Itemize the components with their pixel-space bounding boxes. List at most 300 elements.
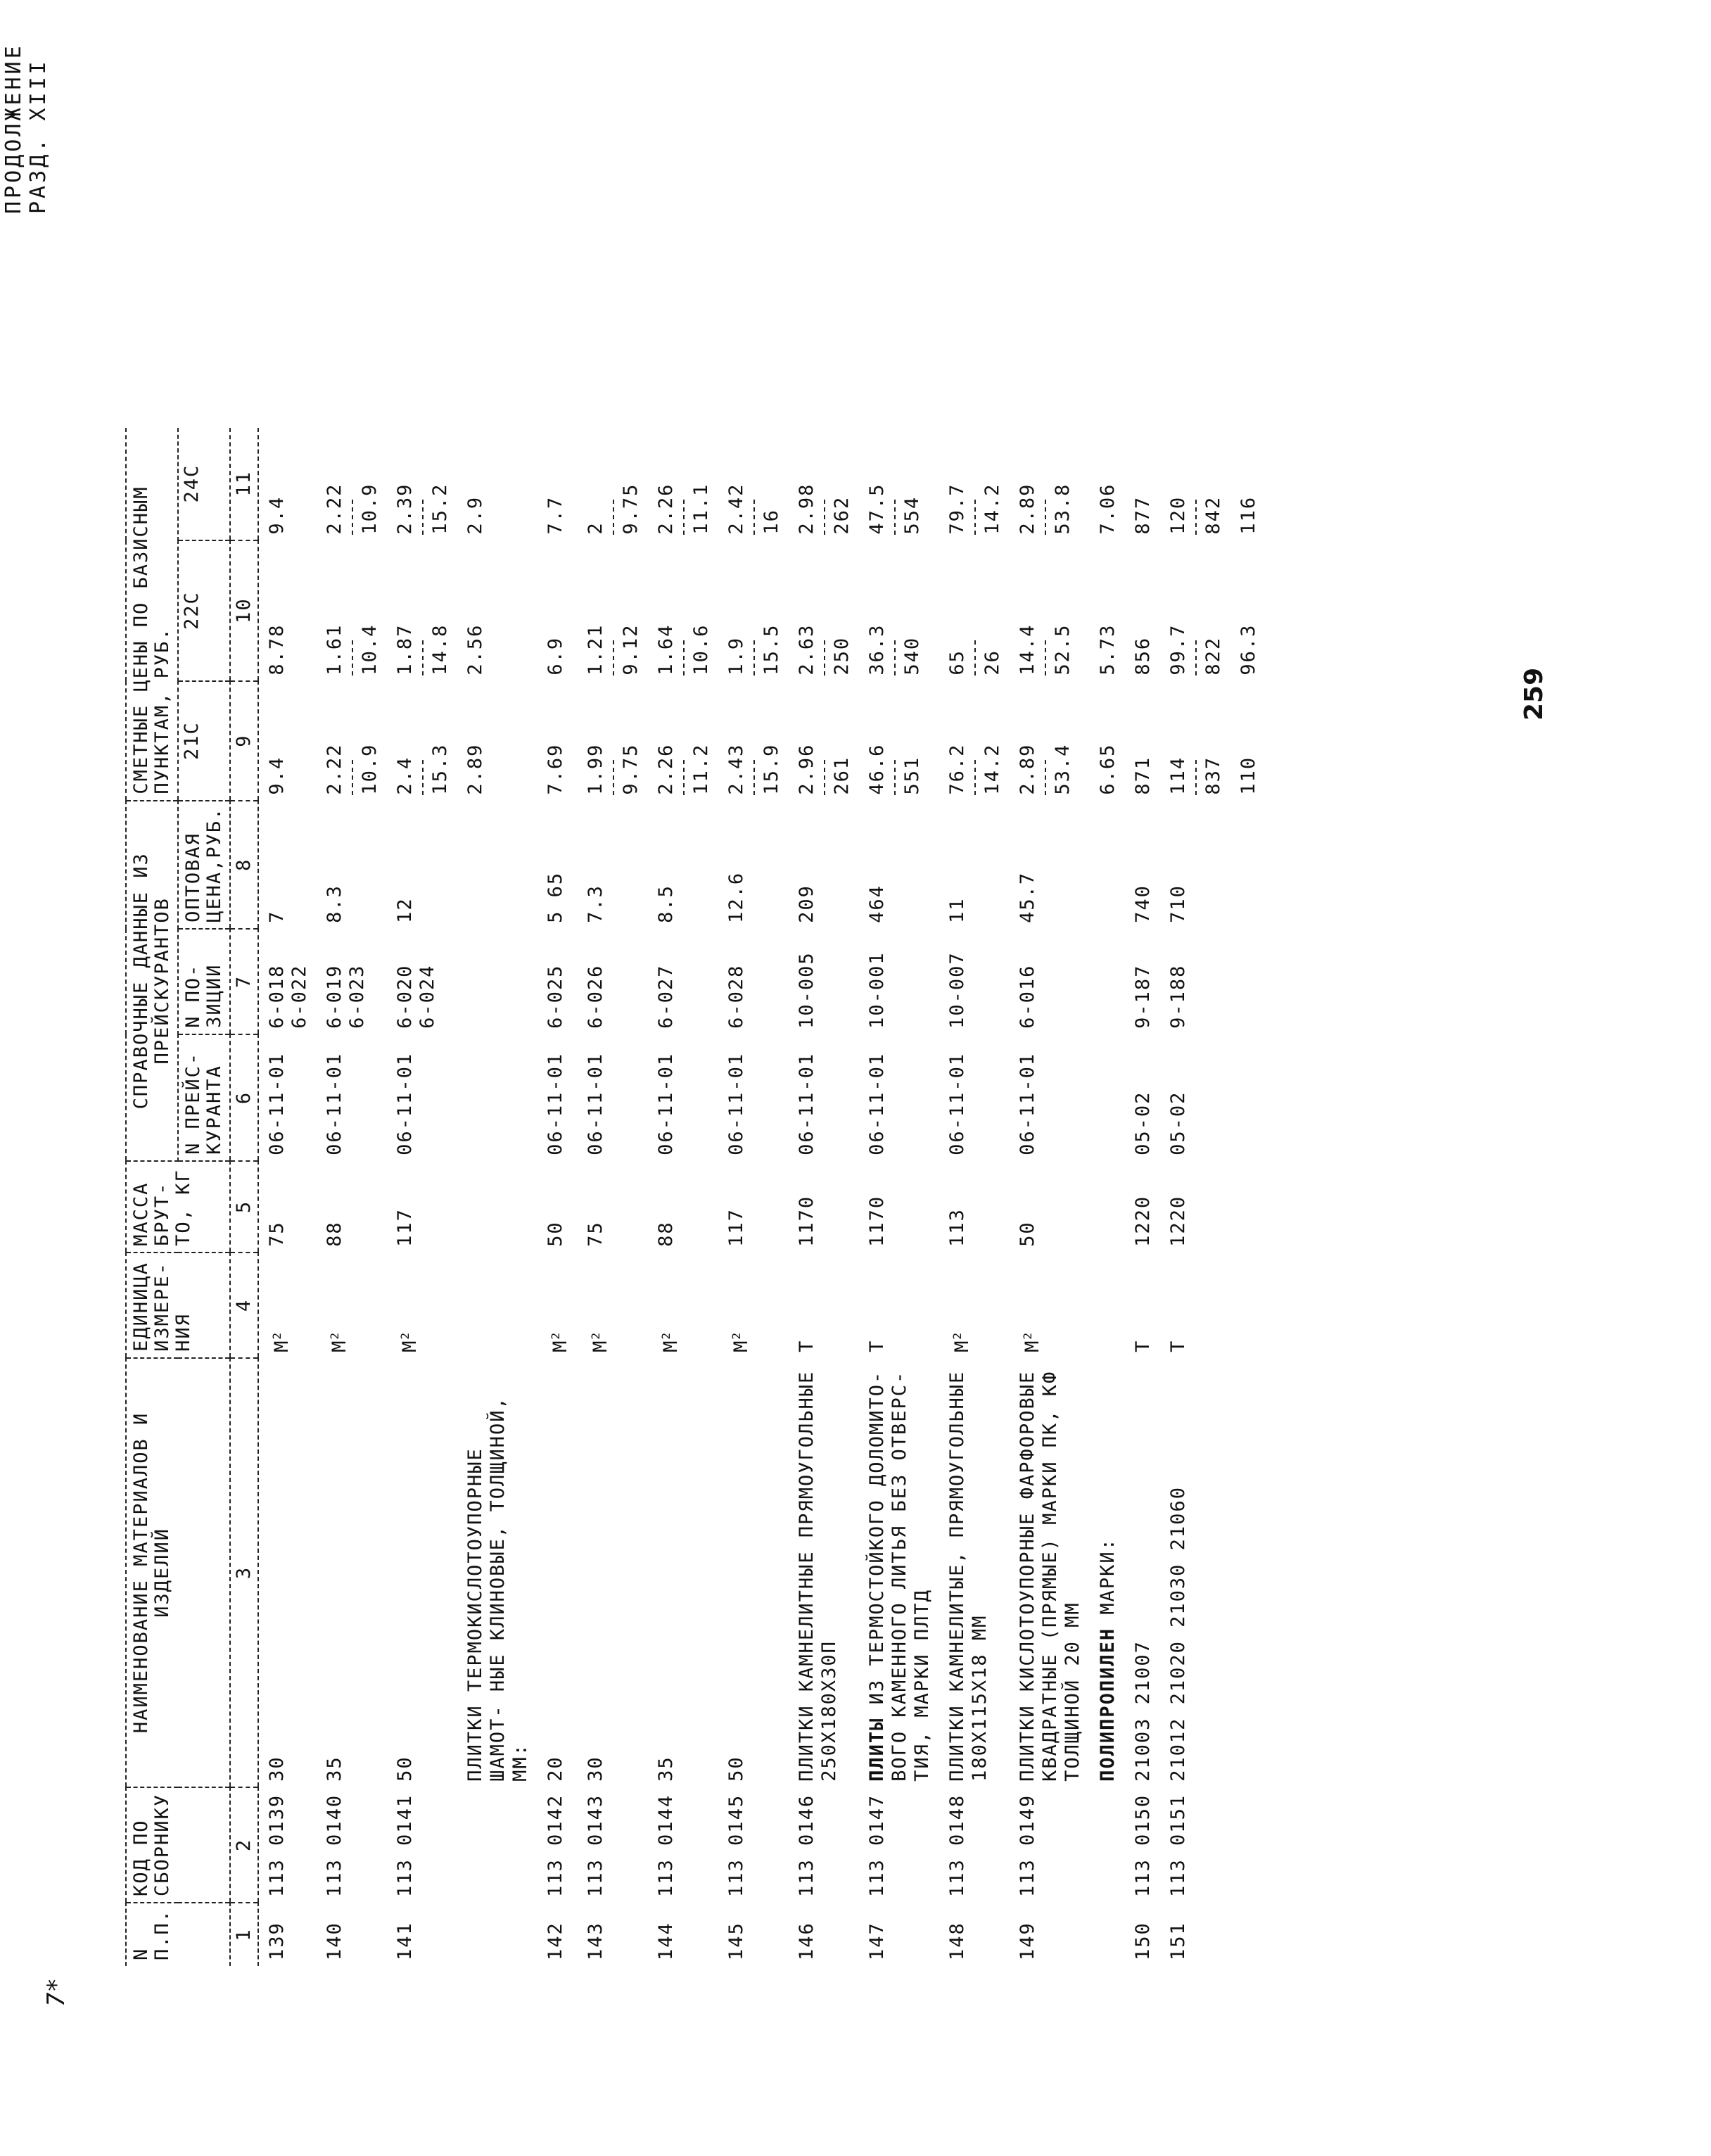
table-row <box>258 428 317 1966</box>
price-value: 262 <box>831 495 853 535</box>
row-mass: 1220 <box>1167 1195 1189 1247</box>
row-unit: $М^2$ <box>659 1331 682 1352</box>
row-estimate-price-24c <box>789 428 859 540</box>
col-num-6: 6 <box>230 1034 258 1161</box>
price-value: 1.21 <box>585 623 606 676</box>
row-wholesale-price: 209 <box>796 884 818 923</box>
row-position: 6-028 <box>725 964 747 1029</box>
price-value: 1.64 <box>655 623 677 676</box>
col-num-3: 3 <box>230 1358 258 1787</box>
row-price-list <box>1230 1034 1266 1161</box>
row-position <box>1230 929 1266 1034</box>
row-wholesale-price <box>1230 801 1266 929</box>
table-row <box>1125 428 1160 1966</box>
col-num-9: 9 <box>230 681 258 801</box>
price-value: 26 <box>981 649 1003 676</box>
price-value: 11.2 <box>690 743 712 795</box>
row-name: 50 <box>725 1756 747 1782</box>
row-unit: Т <box>1132 1339 1154 1352</box>
row-estimate-price-21c <box>939 681 1010 801</box>
row-mass: 117 <box>725 1208 747 1247</box>
row-wholesale-price: 45.7 <box>1017 871 1038 923</box>
row-position: 10-005 <box>796 951 818 1029</box>
row-price-list: 06-11-01 <box>545 1052 566 1155</box>
row-price-list: 06-11-01 <box>725 1052 747 1155</box>
price-value: 7.69 <box>545 743 566 795</box>
row-number: 146 <box>796 1922 818 1960</box>
col-num-2: 2 <box>230 1787 258 1903</box>
price-value: 15.2 <box>429 483 451 535</box>
price-value: 114 <box>1167 756 1189 795</box>
price-value: 10.4 <box>359 623 381 676</box>
price-value: 822 <box>1202 636 1224 676</box>
price-value: 261 <box>831 756 853 795</box>
row-estimate-price-24c <box>1160 428 1230 540</box>
price-value: 110 <box>1238 756 1259 795</box>
row-estimate-price-22c <box>387 540 457 681</box>
price-value: 8.78 <box>266 623 288 676</box>
price-value: 9.12 <box>620 623 642 676</box>
corner-mark: 7* <box>42 1978 70 2007</box>
row-estimate-price-24c <box>718 428 789 540</box>
price-value: 2.89 <box>1017 743 1038 795</box>
col-3-header: НАИМЕНОВАНИЕ МАТЕРИАЛОВ И ИЗДЕЛИЙ <box>126 1358 230 1787</box>
row-name: ПЛИТКИ КАМНЕЛИТЫЕ, ПРЯМОУГОЛЬНЫЕ 180X115X18 ММ <box>946 1370 991 1782</box>
page-number: 259 <box>1520 667 1548 721</box>
row-estimate-price-21c <box>1125 681 1160 801</box>
row-price-list: 05-02 <box>1132 1091 1154 1155</box>
row-estimate-price-21c <box>1160 681 1230 801</box>
row-estimate-price-21c <box>538 681 578 801</box>
row-price-list: 06-11-01 <box>394 1052 416 1155</box>
price-value: 6.65 <box>1097 743 1119 795</box>
row-wholesale-price <box>1090 801 1125 929</box>
row-unit: $М^2$ <box>730 1331 752 1352</box>
row-estimate-price-22c <box>538 540 578 681</box>
price-value: 540 <box>901 636 923 676</box>
price-value: 2.63 <box>796 623 818 676</box>
row-position: 6-027 <box>655 964 677 1029</box>
row-name: 21012 21020 21030 21060 <box>1167 1486 1189 1782</box>
price-value: 120 <box>1167 495 1189 535</box>
price-value: 1.9 <box>725 636 747 676</box>
price-value: 1.87 <box>394 623 416 676</box>
row-price-list: 06-11-01 <box>585 1052 606 1155</box>
row-wholesale-price: 12.6 <box>725 871 747 923</box>
row-name: 30 <box>585 1756 606 1782</box>
table-row <box>1090 428 1125 1966</box>
row-wholesale-price: 710 <box>1167 884 1189 923</box>
row-price-list <box>1090 1034 1125 1161</box>
price-value: 2.22 <box>324 743 345 795</box>
row-mass <box>1230 1161 1266 1253</box>
row-wholesale-price: 11 <box>946 897 968 923</box>
row-code: 113 0139 <box>266 1794 288 1897</box>
price-value: 2.98 <box>796 483 818 535</box>
price-value: 99.7 <box>1167 623 1189 676</box>
price-value: 7.06 <box>1097 483 1119 535</box>
price-value: 52.5 <box>1052 623 1074 676</box>
row-estimate-price-24c <box>387 428 457 540</box>
row-unit: $М^2$ <box>398 1331 421 1352</box>
price-value: 2.39 <box>394 483 416 535</box>
row-mass: 88 <box>324 1221 345 1247</box>
row-estimate-price-22c <box>789 540 859 681</box>
price-table <box>125 428 1266 1966</box>
row-code: 113 0142 <box>545 1794 566 1897</box>
row-unit: Т <box>866 1339 888 1352</box>
col-9-header: 21С <box>178 681 230 801</box>
row-estimate-price-22c <box>1010 540 1090 681</box>
col-num-8: 8 <box>230 801 258 929</box>
row-wholesale-price: 8.5 <box>655 884 677 923</box>
row-number <box>457 1903 538 1966</box>
row-estimate-price-24c <box>1010 428 1090 540</box>
row-estimate-price-22c <box>859 540 939 681</box>
row-estimate-price-21c <box>387 681 457 801</box>
row-code: 113 0150 <box>1132 1794 1154 1897</box>
row-unit: $М^2$ <box>549 1331 571 1352</box>
row-estimate-price-24c <box>538 428 578 540</box>
row-number: 145 <box>725 1922 747 1960</box>
row-estimate-price-21c <box>1010 681 1090 801</box>
price-value: 6.9 <box>545 636 566 676</box>
row-code: 113 0151 <box>1167 1794 1189 1897</box>
row-code: 113 0149 <box>1017 1794 1038 1897</box>
price-value: 856 <box>1132 636 1154 676</box>
price-value: 9.4 <box>266 495 288 535</box>
table-row <box>387 428 457 1966</box>
price-value: 2.4 <box>394 756 416 795</box>
price-value: 14.2 <box>981 743 1003 795</box>
price-value: 2.89 <box>1017 483 1038 535</box>
row-position: 6-018 6-022 <box>266 964 310 1029</box>
row-estimate-price-21c <box>578 681 648 801</box>
row-estimate-price-22c <box>718 540 789 681</box>
row-estimate-price-22c <box>578 540 648 681</box>
row-estimate-price-21c <box>859 681 939 801</box>
price-value: 47.5 <box>866 483 888 535</box>
row-unit: Т <box>796 1339 818 1352</box>
row-wholesale-price: 7 <box>266 910 288 923</box>
row-name: 30 <box>266 1756 288 1782</box>
row-unit: $М^2$ <box>1021 1331 1043 1352</box>
table-row <box>1160 428 1230 1966</box>
row-mass: 50 <box>1017 1221 1038 1247</box>
price-value: 2.43 <box>725 743 747 795</box>
ref-group-header: СПРАВОЧНЫЕ ДАННЫЕ ИЗ ПРЕЙСКУРАНТОВ <box>126 801 178 1161</box>
col-num-11: 11 <box>230 428 258 540</box>
row-estimate-price-24c <box>939 428 1010 540</box>
row-estimate-price-22c <box>457 540 538 681</box>
row-code: 113 0143 <box>585 1794 606 1897</box>
price-value: 53.4 <box>1052 743 1074 795</box>
row-unit <box>1230 1253 1266 1358</box>
price-value: 842 <box>1202 495 1224 535</box>
row-code <box>1090 1787 1125 1903</box>
table-row <box>1010 428 1090 1966</box>
price-value: 5.73 <box>1097 623 1119 676</box>
table-row <box>538 428 578 1966</box>
row-mass: 1170 <box>866 1195 888 1247</box>
row-wholesale-price: 5 65 <box>545 871 566 923</box>
col-5-header: МАССА БРУТ- ТО, КГ <box>126 1161 230 1253</box>
row-number: 151 <box>1167 1922 1189 1960</box>
row-estimate-price-22c <box>1125 540 1160 681</box>
price-value: 2.26 <box>655 743 677 795</box>
row-number: 140 <box>324 1922 345 1960</box>
row-position: 6-026 <box>585 964 606 1029</box>
price-value: 15.9 <box>761 743 782 795</box>
row-estimate-price-22c <box>648 540 718 681</box>
row-estimate-price-22c <box>258 540 317 681</box>
row-name: ПОЛИПРОПИЛЕН МАРКИ: <box>1097 1537 1119 1782</box>
row-mass <box>457 1161 538 1253</box>
price-value: 1.99 <box>585 743 606 795</box>
row-estimate-price-21c <box>317 681 387 801</box>
row-mass: 50 <box>545 1221 566 1247</box>
row-number: 149 <box>1017 1922 1038 1960</box>
row-number: 142 <box>545 1922 566 1960</box>
price-value: 76.2 <box>946 743 968 795</box>
row-number <box>1090 1903 1125 1966</box>
price-value: 116 <box>1238 495 1259 535</box>
price-value: 14.2 <box>981 483 1003 535</box>
row-estimate-price-21c <box>1090 681 1125 801</box>
row-estimate-price-24c <box>648 428 718 540</box>
row-wholesale-price <box>457 801 538 929</box>
row-position: 10-007 <box>946 951 968 1029</box>
row-estimate-price-24c <box>1125 428 1160 540</box>
row-number: 141 <box>394 1922 416 1960</box>
row-name: ПЛИТЫ ИЗ ТЕРМОСТОЙКОГО ДОЛОМИТО- ВОГО КАМЕННОГО ЛИТЬЯ БЕЗ ОТВЕРС- ТИЯ, МАРКИ ПЛТД <box>866 1370 933 1782</box>
row-code: 113 0148 <box>946 1794 968 1897</box>
price-value: 837 <box>1202 756 1224 795</box>
price-value: 250 <box>831 636 853 676</box>
continuation-header: ПРОДОЛЖЕНИЕ РАЗД. XIII <box>1 43 51 214</box>
table-row <box>859 428 939 1966</box>
price-value: 2 <box>585 521 606 535</box>
row-estimate-price-21c <box>789 681 859 801</box>
col-4-header: ЕДИНИЦА ИЗМЕРЕ- НИЯ <box>126 1253 230 1358</box>
price-value: 79.7 <box>946 483 968 535</box>
row-estimate-price-21c <box>1230 681 1266 801</box>
price-value: 9.4 <box>266 756 288 795</box>
row-name: ПЛИТКИ КИСЛОТОУПОРНЫЕ ФАРФОРОВЫЕ КВАДРАТНЫЕ (ПРЯМЫЕ) МАРКИ ПК, КФ ТОЛЩИНОЙ 20 ММ <box>1017 1370 1083 1782</box>
price-value: 53.8 <box>1052 483 1074 535</box>
price-value: 1.61 <box>324 623 345 676</box>
row-number: 150 <box>1132 1922 1154 1960</box>
row-position: 6-025 <box>545 964 566 1029</box>
price-value: 65 <box>946 649 968 676</box>
row-position: 6-020 6-024 <box>394 964 438 1029</box>
row-name: 50 <box>394 1756 416 1782</box>
row-estimate-price-24c <box>317 428 387 540</box>
price-value: 2.42 <box>725 483 747 535</box>
row-wholesale-price: 7.3 <box>585 884 606 923</box>
row-unit <box>457 1253 538 1358</box>
row-name: 35 <box>655 1756 677 1782</box>
row-estimate-price-24c <box>578 428 648 540</box>
row-price-list: 06-11-01 <box>946 1052 968 1155</box>
row-number: 144 <box>655 1922 677 1960</box>
price-value: 16 <box>761 509 782 535</box>
col-2-header: КОД ПО СБОРНИКУ <box>126 1787 230 1903</box>
col-10-header: 22С <box>178 540 230 681</box>
row-code: 113 0141 <box>394 1794 416 1897</box>
price-value: 11.1 <box>690 483 712 535</box>
price-value: 9.75 <box>620 743 642 795</box>
row-mass: 75 <box>266 1221 288 1247</box>
table-row <box>648 428 718 1966</box>
price-value: 10.9 <box>359 743 381 795</box>
row-code: 113 0147 <box>866 1794 888 1897</box>
row-position: 9-188 <box>1167 964 1189 1029</box>
col-11-header: 24С <box>178 428 230 540</box>
price-value: 2.56 <box>464 623 486 676</box>
row-code: 113 0146 <box>796 1794 818 1897</box>
row-unit: $М^2$ <box>328 1331 350 1352</box>
row-estimate-price-21c <box>648 681 718 801</box>
col-6-header: N ПРЕЙС- КУРАНТА <box>178 1034 230 1161</box>
price-value: 96.3 <box>1238 623 1259 676</box>
row-estimate-price-24c <box>1230 428 1266 540</box>
row-code <box>457 1787 538 1903</box>
row-wholesale-price: 464 <box>866 884 888 923</box>
row-estimate-price-21c <box>718 681 789 801</box>
price-value: 877 <box>1132 495 1154 535</box>
row-number: 143 <box>585 1922 606 1960</box>
table-row <box>578 428 648 1966</box>
row-name: ПЛИТКИ КАМНЕЛИТНЫЕ ПРЯМОУГОЛЬНЫЕ 250X180X30П <box>796 1370 840 1782</box>
row-mass: 1220 <box>1132 1195 1154 1247</box>
row-estimate-price-22c <box>1160 540 1230 681</box>
row-estimate-price-24c <box>1090 428 1125 540</box>
col-1-header: N П.П. <box>126 1903 230 1966</box>
col-num-1: 1 <box>230 1903 258 1966</box>
table-row <box>317 428 387 1966</box>
row-mass: 75 <box>585 1221 606 1247</box>
row-name: 35 <box>324 1756 345 1782</box>
row-price-list: 06-11-01 <box>266 1052 288 1155</box>
row-unit: Т <box>1167 1339 1189 1352</box>
col-num-4: 4 <box>230 1253 258 1358</box>
row-unit: $М^2$ <box>950 1331 973 1352</box>
row-name <box>1230 1358 1266 1787</box>
row-number: 147 <box>866 1922 888 1960</box>
table-header <box>126 428 258 1966</box>
price-value: 15.5 <box>761 623 782 676</box>
price-value: 2.22 <box>324 483 345 535</box>
col-7-header: N ПО- ЗИЦИИ <box>178 929 230 1034</box>
row-position: 10-001 <box>866 951 888 1029</box>
row-wholesale-price: 12 <box>394 897 416 923</box>
row-mass: 1170 <box>796 1195 818 1247</box>
price-value: 10.9 <box>359 483 381 535</box>
price-value: 2.89 <box>464 743 486 795</box>
row-code: 113 0144 <box>655 1794 677 1897</box>
row-price-list: 06-11-01 <box>796 1052 818 1155</box>
row-code <box>1230 1787 1266 1903</box>
table-body <box>258 428 1266 1966</box>
price-value: 2.96 <box>796 743 818 795</box>
row-unit: $М^2$ <box>589 1331 611 1352</box>
table-row <box>457 428 538 1966</box>
row-estimate-price-22c <box>1090 540 1125 681</box>
row-price-list: 05-02 <box>1167 1091 1189 1155</box>
row-price-list: 06-11-01 <box>1017 1052 1038 1155</box>
row-number <box>1230 1903 1266 1966</box>
table-row <box>939 428 1010 1966</box>
table-row <box>718 428 789 1966</box>
price-group-header: СМЕТНЫЕ ЦЕНЫ ПО БАЗИСНЫМ ПУНКТАМ, РУБ. <box>126 428 178 801</box>
row-unit: $М^2$ <box>270 1331 293 1352</box>
price-value: 7.7 <box>545 495 566 535</box>
row-wholesale-price: 8.3 <box>324 884 345 923</box>
price-value: 554 <box>901 495 923 535</box>
row-estimate-price-21c <box>258 681 317 801</box>
row-position: 6-016 <box>1017 964 1038 1029</box>
row-position <box>457 929 538 1034</box>
row-price-list: 06-11-01 <box>324 1052 345 1155</box>
row-mass: 88 <box>655 1221 677 1247</box>
row-estimate-price-22c <box>317 540 387 681</box>
row-estimate-price-24c <box>457 428 538 540</box>
row-estimate-price-24c <box>258 428 317 540</box>
col-num-10: 10 <box>230 540 258 681</box>
row-estimate-price-22c <box>1230 540 1266 681</box>
price-value: 2.9 <box>464 495 486 535</box>
row-price-list: 06-11-01 <box>655 1052 677 1155</box>
row-mass: 113 <box>946 1208 968 1247</box>
price-value: 36.3 <box>866 623 888 676</box>
table-row <box>1230 428 1266 1966</box>
row-code: 113 0140 <box>324 1794 345 1897</box>
row-wholesale-price: 740 <box>1132 884 1154 923</box>
price-value: 46.6 <box>866 743 888 795</box>
price-value: 9.75 <box>620 483 642 535</box>
row-name: 21003 21007 <box>1132 1640 1154 1782</box>
col-num-5: 5 <box>230 1161 258 1253</box>
row-position: 9-187 <box>1132 964 1154 1029</box>
col-num-7: 7 <box>230 929 258 1034</box>
row-price-list <box>457 1034 538 1161</box>
row-mass <box>1090 1161 1125 1253</box>
row-estimate-price-24c <box>859 428 939 540</box>
row-position: 6-019 6-023 <box>324 964 368 1029</box>
row-price-list: 06-11-01 <box>866 1052 888 1155</box>
price-value: 10.6 <box>690 623 712 676</box>
row-position <box>1090 929 1125 1034</box>
row-number: 139 <box>266 1922 288 1960</box>
row-unit <box>1090 1253 1125 1358</box>
price-value: 551 <box>901 756 923 795</box>
row-code: 113 0145 <box>725 1794 747 1897</box>
row-name: ПЛИТКИ ТЕРМОКИСЛОТОУПОРНЫЕ ШАМОТ- НЫЕ КЛИНОВЫЕ, ТОЛЩИНОЙ, ММ: <box>464 1396 531 1782</box>
price-value: 2.26 <box>655 483 677 535</box>
price-value: 14.8 <box>429 623 451 676</box>
price-value: 15.3 <box>429 743 451 795</box>
row-estimate-price-22c <box>939 540 1010 681</box>
price-value: 14.4 <box>1017 623 1038 676</box>
row-name: 20 <box>545 1756 566 1782</box>
price-value: 871 <box>1132 756 1154 795</box>
row-mass: 117 <box>394 1208 416 1247</box>
table-row <box>789 428 859 1966</box>
row-number: 148 <box>946 1922 968 1960</box>
row-estimate-price-21c <box>457 681 538 801</box>
col-8-header: ОПТОВАЯ ЦЕНА,РУБ. <box>178 801 230 929</box>
